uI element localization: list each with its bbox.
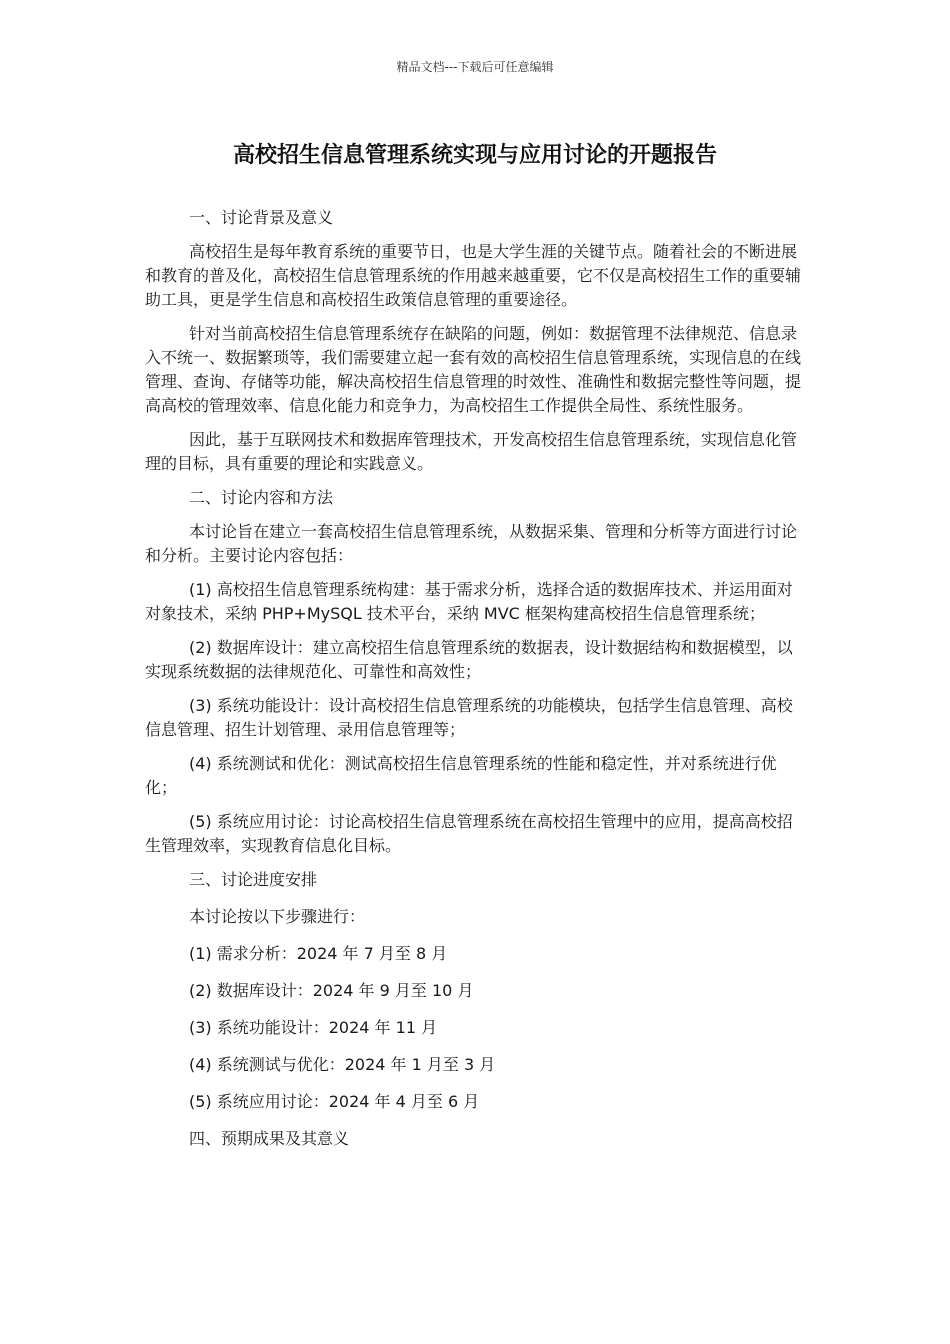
- list-item-content-1: (1) 高校招生信息管理系统构建：基于需求分析，选择合适的数据库技术、并运用面对对象技术，采纳 PHP+MySQL 技术平台，采纳 MVC 框架构建高校招生信息管理系统；: [145, 580, 793, 623]
- paragraph-problems: 针对当前高校招生信息管理系统存在缺陷的问题，例如：数据管理不法律规范、信息录入不统一、数据繁琐等，我们需要建立起一套有效的高校招生信息管理系统，实现信息的在线管理、查询、存储等功能，解决高校招生信息管理的时效性、准确性和数据完整性等问题，提高高校的管理效率、信息化能力和竞争力，为高校招生工作提供全局性、系统性服务。: [145, 324, 802, 415]
- list-item-schedule-5: (5) 系统应用讨论：2024 年 4 月至 6 月: [189, 1092, 480, 1111]
- list-item-content-3: (3) 系统功能设计：设计高校招生信息管理系统的功能模块，包括学生信息管理、高校信息管理、招生计划管理、录用信息管理等；: [145, 696, 793, 739]
- list-item-schedule-4: (4) 系统测试与优化：2024 年 1 月至 3 月: [189, 1055, 496, 1074]
- paragraph-schedule-intro: 本讨论按以下步骤进行：: [189, 907, 366, 926]
- paragraph-content-intro: 本讨论旨在建立一套高校招生信息管理系统，从数据采集、管理和分析等方面进行讨论和分析。主要讨论内容包括：: [145, 522, 798, 565]
- list-item-content-4: (4) 系统测试和优化：测试高校招生信息管理系统的性能和稳定性，并对系统进行优化；: [145, 754, 777, 797]
- document-body: [145, 206, 807, 1164]
- list-item-schedule-3: (3) 系统功能设计：2024 年 11 月: [189, 1018, 438, 1037]
- paragraph-background: 高校招生是每年教育系统的重要节日，也是大学生涯的关键节点。随着社会的不断进展和教育的普及化，高校招生信息管理系统的作用越来越重要，它不仅是高校招生工作的重要辅助工具，更是学生信息和高校招生政策信息管理的重要途径。: [145, 242, 802, 309]
- section-heading-schedule: 三、讨论进度安排: [189, 870, 318, 889]
- list-item-content-2: (2) 数据库设计：建立高校招生信息管理系统的数据表，设计数据结构和数据模型，以实现系统数据的法律规范化、可靠性和高效性；: [145, 638, 793, 681]
- list-item-content-5: (5) 系统应用讨论：讨论高校招生信息管理系统在高校招生管理中的应用，提高高校招生管理效率，实现教育信息化目标。: [145, 812, 793, 855]
- list-item-schedule-2: (2) 数据库设计：2024 年 9 月至 10 月: [189, 981, 474, 1000]
- section-heading-content: 二、讨论内容和方法: [189, 488, 334, 507]
- list-item-schedule-1: (1) 需求分析：2024 年 7 月至 8 月: [189, 944, 448, 963]
- paragraph-significance: 因此，基于互联网技术和数据库管理技术，开发高校招生信息管理系统，实现信息化管理的目标，具有重要的理论和实践意义。: [145, 430, 798, 473]
- document-title: 高校招生信息管理系统实现与应用讨论的开题报告: [232, 143, 717, 168]
- section-heading-outcomes: 四、预期成果及其意义: [189, 1129, 350, 1148]
- section-heading-background: 一、讨论背景及意义: [189, 208, 334, 227]
- page-header: 精品文档---下载后可任意编辑: [396, 60, 554, 74]
